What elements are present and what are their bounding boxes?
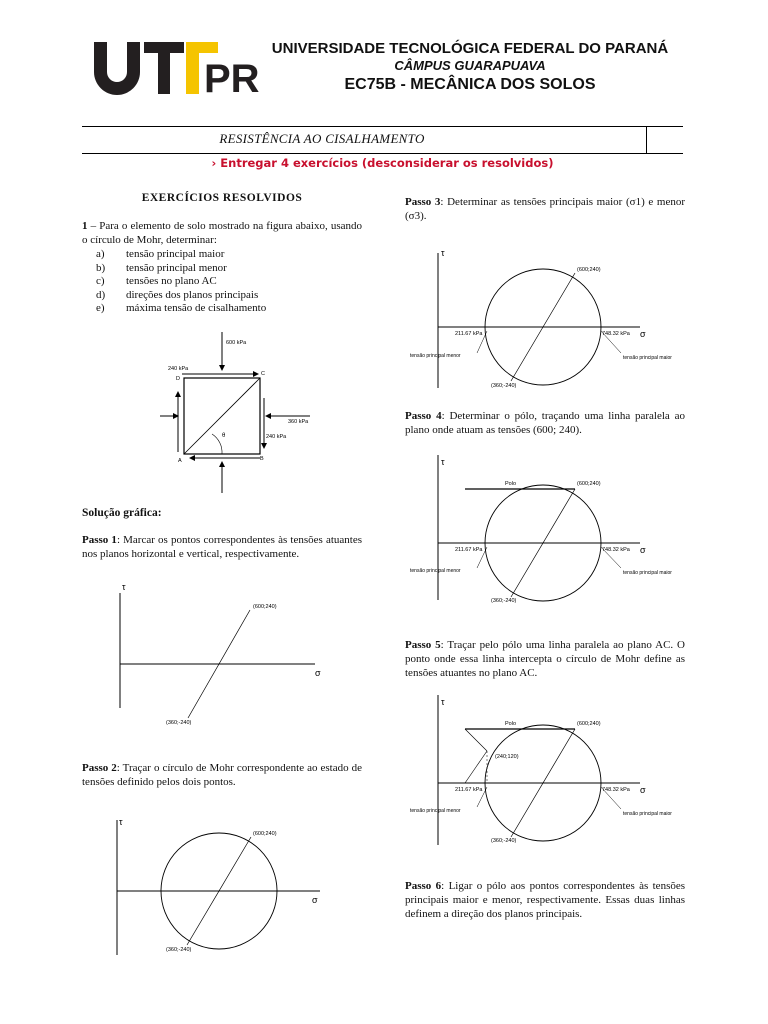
- step4-diagram: [405, 455, 685, 605]
- corner-d: D: [176, 376, 180, 382]
- solution-title: Solução gráfica:: [82, 507, 162, 519]
- sigma3-value: 211.67 kPa: [455, 547, 483, 553]
- sigma-axis: σ: [640, 545, 646, 555]
- corner-a: A: [178, 458, 182, 464]
- tau-axis: τ: [122, 582, 126, 592]
- step-4: Passo 4: Determinar o pólo, traçando uma linha paralela ao plano onde atuam as tensões (600; 240).: [405, 410, 686, 436]
- sigma-axis: σ: [312, 895, 318, 905]
- sigma1-value: 748.32 kPa: [602, 547, 630, 553]
- exercise-items: [96, 247, 266, 315]
- pole-label: Polo: [505, 481, 517, 487]
- point-bottom: (360;-240): [491, 838, 517, 844]
- step-2: Passo 2: Traçar o círculo de Mohr correspondente ao estado de tensões definido pelos dois pontos.: [82, 762, 362, 788]
- sigma3-value: 211.67 kPa: [455, 787, 483, 793]
- point-bottom: (360;-240): [166, 947, 192, 953]
- label-sigma-h: 360 kPa: [288, 419, 309, 425]
- ac-point: (240;120): [495, 754, 519, 760]
- instruction-text: › Entregar 4 exercícios (desconsiderar os resolvidos): [211, 156, 554, 170]
- sigma1-value: 748.32 kPa: [602, 331, 630, 337]
- step-1: Passo 1: Marcar os pontos correspondentes às tensões atuantes nos planos horizontal e vertical, respectivamente.: [82, 534, 362, 560]
- soil-element-figure: [160, 330, 330, 495]
- sigma3-label: tensão principal menor: [410, 353, 461, 359]
- exercise-intro: [82, 219, 362, 247]
- campus-name: CÂMPUS GUARAPUAVA: [394, 58, 546, 73]
- logo-pr-text: PR: [204, 57, 260, 96]
- label-tau-side: 240 kPa: [266, 434, 287, 440]
- section-title: EXERCÍCIOS RESOLVIDOS: [141, 192, 303, 204]
- label-tau: 240 kPa: [168, 366, 189, 372]
- list-item: d) direções dos planos principais: [96, 288, 259, 301]
- sigma-axis: σ: [640, 329, 646, 339]
- corner-c: C: [261, 371, 265, 377]
- point-top: (600;240): [577, 267, 601, 273]
- corner-b: B: [260, 456, 264, 462]
- point-bottom: (360;-240): [166, 720, 192, 726]
- point-top: (600;240): [253, 604, 277, 610]
- step2-diagram: [110, 805, 340, 960]
- label-sigma-v: 600 kPa: [226, 340, 247, 346]
- pole-label: Polo: [505, 721, 517, 727]
- exercise-intro-text: – Para o elemento de solo mostrado na figura abaixo, usando o círculo de Mohr, determinar:: [82, 220, 362, 246]
- list-item: c) tensões no plano AC: [96, 275, 217, 287]
- course-name: EC75B - MECÂNICA DOS SOLOS: [344, 76, 596, 93]
- university-name: UNIVERSIDADE TECNOLÓGICA FEDERAL DO PARANÁ: [271, 40, 669, 57]
- sigma3-label: tensão principal menor: [410, 568, 461, 574]
- sigma-axis: σ: [315, 668, 321, 678]
- tau-axis: τ: [119, 817, 123, 827]
- tau-axis: τ: [441, 248, 445, 258]
- step-6: Passo 6: Ligar o pólo aos pontos correspondentes às tensões principais maior e menor, respectivamente. Essas duas linhas definem a direção dos planos principais.: [405, 880, 686, 920]
- sigma1-label: tensão principal maior: [623, 355, 672, 361]
- point-bottom: (360;-240): [491, 598, 517, 604]
- angle-theta: θ: [222, 433, 226, 439]
- sigma3-value: 211.67 kPa: [455, 331, 483, 337]
- sigma1-label: tensão principal maior: [623, 570, 672, 576]
- list-item: e) máxima tensão de cisalhamento: [96, 302, 267, 314]
- sigma1-label: tensão principal maior: [623, 811, 672, 817]
- step-3: Passo 3: Determinar as tensões principais maior (σ1) e menor (σ3).: [405, 196, 685, 222]
- topic-title: RESISTÊNCIA AO CISALHAMENTO: [219, 131, 425, 146]
- utfpr-logo: [92, 40, 262, 96]
- step3-diagram: [405, 243, 685, 393]
- tau-axis: τ: [441, 457, 445, 467]
- step5-diagram: [405, 695, 685, 850]
- exercise-number: 1: [82, 220, 88, 232]
- step1-diagram: [110, 578, 340, 728]
- list-item: b) tensão principal menor: [96, 261, 227, 274]
- sigma-axis: σ: [640, 785, 646, 795]
- tau-axis: τ: [441, 697, 445, 707]
- list-item: a) tensão principal maior: [96, 248, 225, 260]
- sigma1-value: 748.32 kPa: [602, 787, 630, 793]
- point-bottom: (360;-240): [491, 383, 517, 389]
- point-top: (600;240): [577, 481, 601, 487]
- sigma3-label: tensão principal menor: [410, 808, 461, 814]
- point-top: (600;240): [253, 831, 277, 837]
- step-5: Passo 5: Traçar pelo pólo uma linha paralela ao plano AC. O ponto onde essa linha intercepta o círculo de Mohr define as tensões atuantes no plano AC.: [405, 639, 685, 679]
- point-top: (600;240): [577, 721, 601, 727]
